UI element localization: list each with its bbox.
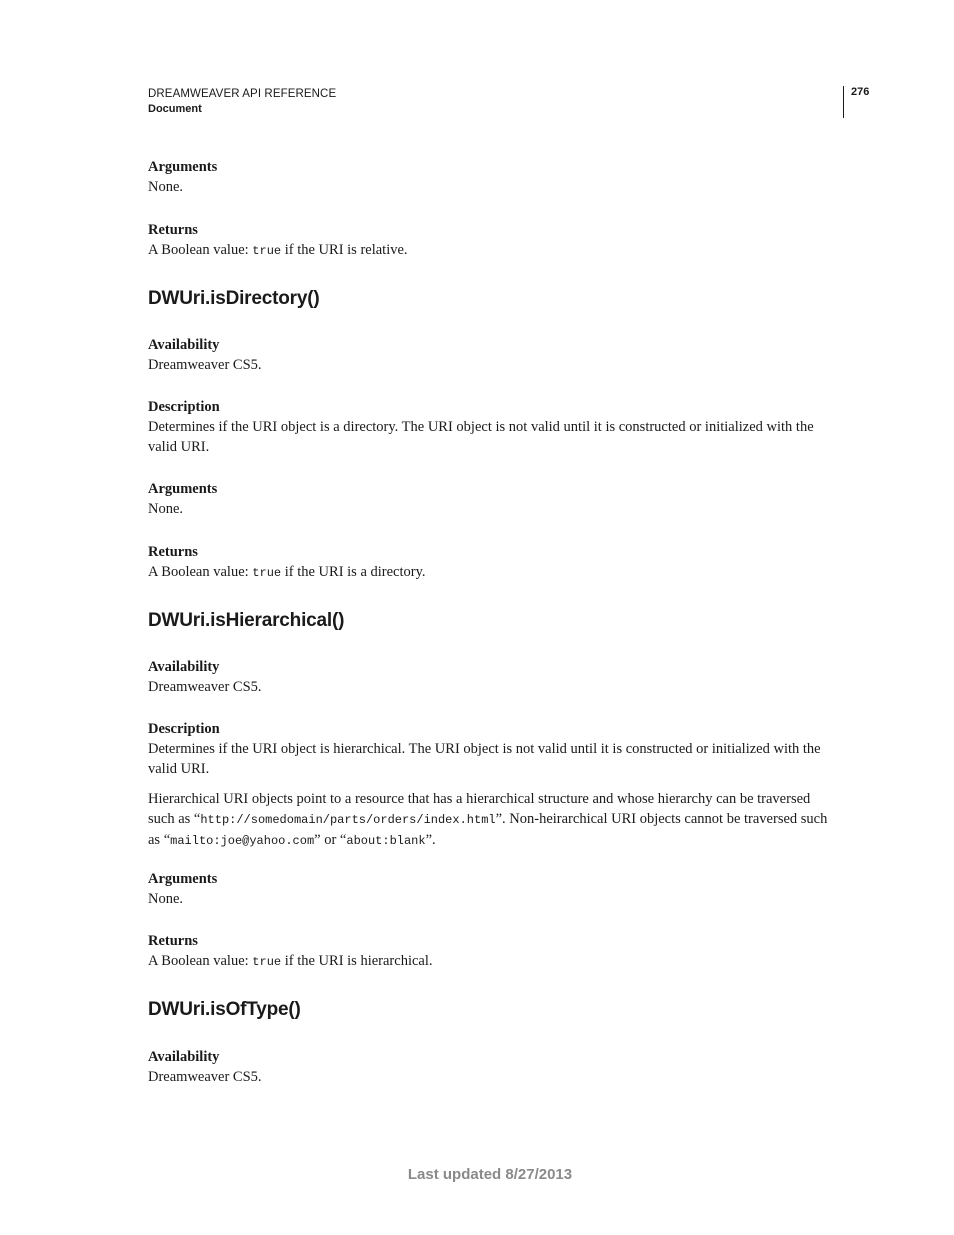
document-title: DREAMWEAVER API REFERENCE (148, 88, 337, 100)
running-header (148, 87, 336, 117)
ishierarchical-availability (148, 657, 840, 697)
code-about-blank: about:blank (346, 834, 426, 848)
availability-text: Dreamweaver CS5. (148, 1069, 262, 1085)
isdirectory-availability (148, 335, 840, 375)
code-url: http://somedomain/parts/orders/index.html (200, 813, 496, 827)
heading-ishierarchical: DWUri.isHierarchical() (148, 610, 345, 631)
returns-text: A Boolean value: true if the URI is a directory. (148, 564, 426, 580)
heading-isdirectory: DWUri.isDirectory() (148, 288, 320, 309)
availability-label: Availability (148, 337, 220, 353)
intro-arguments (148, 157, 840, 197)
availability-text: Dreamweaver CS5. (148, 357, 262, 373)
returns-text: A Boolean value: true if the URI is relative. (148, 242, 408, 258)
returns-label: Returns (148, 222, 198, 238)
paragraph-line: such as “http://somedomain/parts/orders/index.html”. Non-heirarchical URI objects cannot be traversed such (148, 811, 828, 827)
section-name: Document (148, 103, 202, 115)
ishierarchical-arguments (148, 869, 840, 909)
isoftype-availability (148, 1047, 840, 1087)
header-divider (843, 86, 844, 118)
description-line: Determines if the URI object is hierarchical. The URI object is not valid until it is constructed or initialized with the (148, 741, 821, 757)
isdirectory-arguments (148, 479, 840, 519)
returns-text: A Boolean value: true if the URI is hierarchical. (148, 953, 433, 969)
availability-label: Availability (148, 659, 220, 675)
paragraph-line: as “mailto:joe@yahoo.com” or “about:blank”. (148, 832, 436, 848)
paragraph-line: Hierarchical URI objects point to a resource that has a hierarchical structure and whose hierarchy can be traversed (148, 791, 811, 807)
page-number: 276 (851, 86, 870, 98)
description-label: Description (148, 399, 220, 415)
code-true: true (252, 244, 282, 258)
description-line: Determines if the URI object is a directory. The URI object is not valid until it is constructed or initialized with the (148, 419, 814, 435)
arguments-text: None. (148, 501, 184, 517)
code-true: true (252, 566, 282, 580)
last-updated-footer: Last updated 8/27/2013 (407, 1166, 573, 1183)
arguments-text: None. (148, 179, 184, 195)
returns-label: Returns (148, 544, 198, 560)
code-true: true (252, 955, 282, 969)
arguments-label: Arguments (148, 481, 218, 497)
returns-label: Returns (148, 933, 198, 949)
ishierarchical-returns (148, 931, 840, 972)
isdirectory-description (148, 397, 840, 457)
ishierarchical-paragraph (148, 789, 840, 851)
description-line: valid URI. (148, 761, 210, 777)
description-label: Description (148, 721, 220, 737)
arguments-text: None. (148, 891, 184, 907)
heading-isoftype: DWUri.isOfType() (148, 999, 301, 1020)
availability-label: Availability (148, 1049, 220, 1065)
availability-text: Dreamweaver CS5. (148, 679, 262, 695)
isdirectory-returns (148, 542, 840, 583)
arguments-label: Arguments (148, 871, 218, 887)
code-mailto: mailto:joe@yahoo.com (170, 834, 315, 848)
intro-returns (148, 220, 840, 261)
arguments-label: Arguments (148, 159, 218, 175)
description-line: valid URI. (148, 439, 210, 455)
ishierarchical-description (148, 719, 840, 779)
